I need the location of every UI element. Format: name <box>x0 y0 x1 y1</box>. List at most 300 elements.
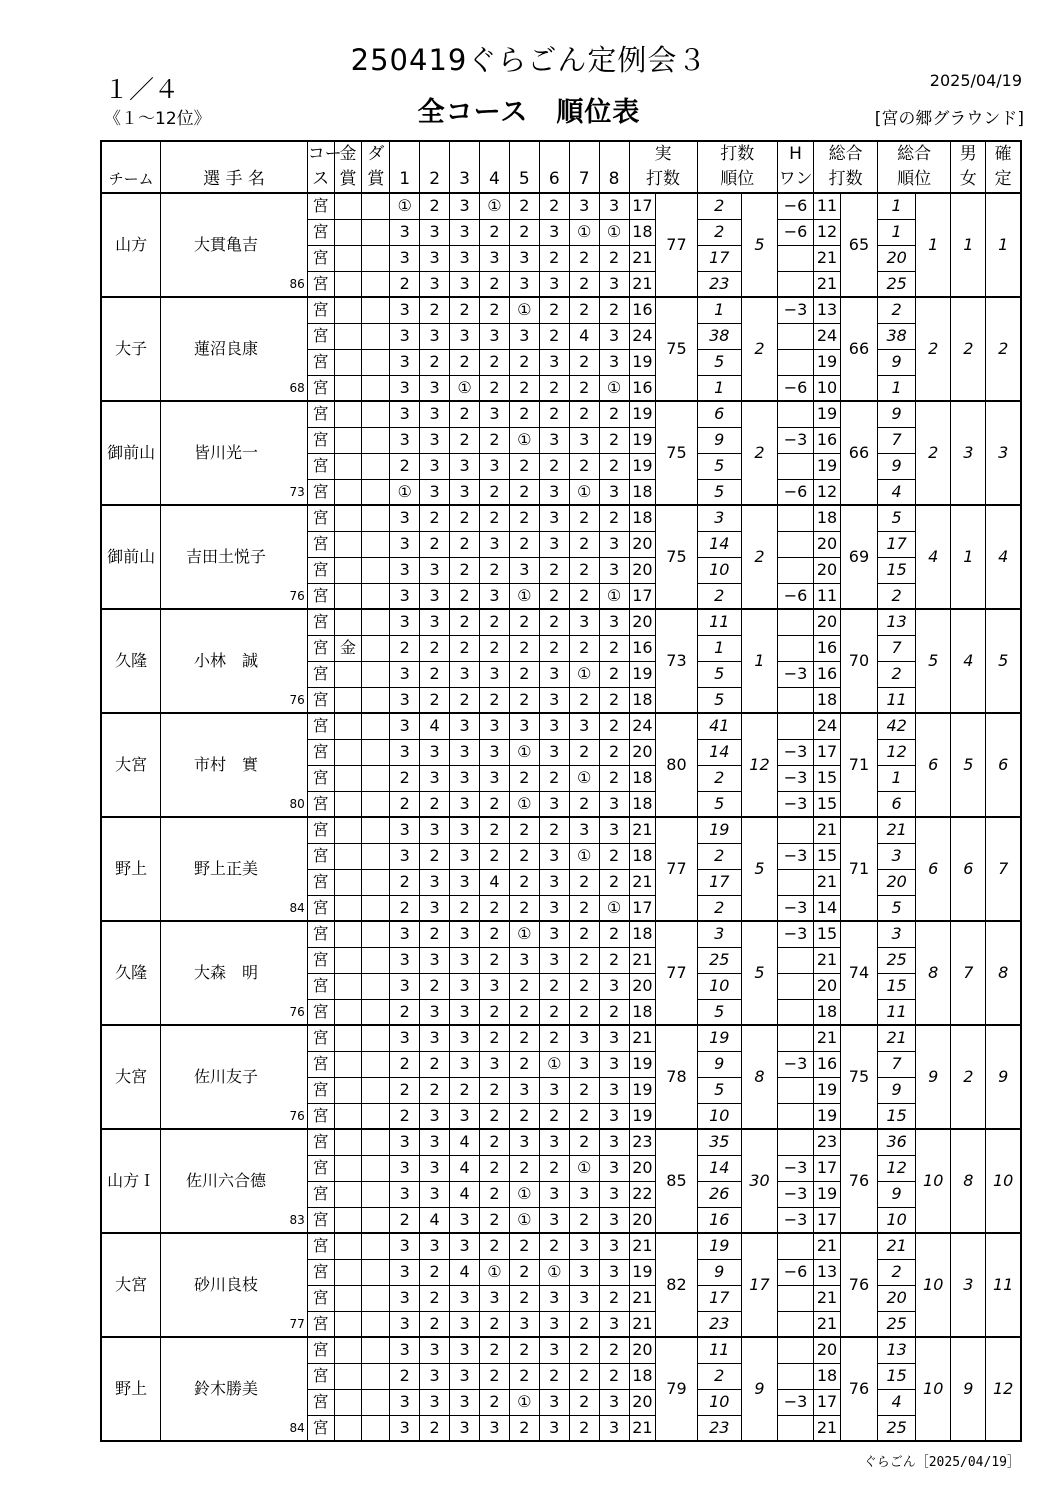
team-name: 御前山 <box>101 401 161 505</box>
hole-score: 2 <box>479 687 509 713</box>
hole-score: 3 <box>450 1207 480 1233</box>
hole-score: 3 <box>390 1181 420 1207</box>
hole-score: 2 <box>569 1077 599 1103</box>
hole-score: 3 <box>450 271 480 297</box>
adjusted-strokes: 16 <box>814 635 841 661</box>
score-rank: 1 <box>741 609 777 713</box>
final-rank: 8 <box>986 921 1021 1025</box>
hole-score: 2 <box>569 869 599 895</box>
hole-score: 3 <box>420 1233 450 1259</box>
hole-in-one-adjust: −3 <box>778 1389 814 1415</box>
course-cell: 宮 <box>307 843 334 869</box>
hole-score: 2 <box>509 1103 539 1129</box>
hole-score: 2 <box>479 1363 509 1389</box>
hole-score: ① <box>539 1259 569 1285</box>
hole-score: 2 <box>420 843 450 869</box>
table-row <box>101 401 1021 427</box>
hole-score: 2 <box>569 791 599 817</box>
round-strokes: 18 <box>629 479 656 505</box>
hole-score: 3 <box>599 1233 629 1259</box>
hole-score: 2 <box>569 895 599 921</box>
team-name: 大宮 <box>101 1233 161 1337</box>
adjusted-rank: 21 <box>878 1025 916 1051</box>
handicap: 86 <box>289 277 305 291</box>
hole-score: 3 <box>420 1363 450 1389</box>
da-award-cell <box>362 765 390 791</box>
hole-score: 4 <box>450 1155 480 1181</box>
hole-score: 2 <box>509 1363 539 1389</box>
hole-score: 3 <box>390 1415 420 1441</box>
hole-in-one-adjust <box>778 635 814 661</box>
hole-score: ① <box>509 1389 539 1415</box>
hole-score: 2 <box>599 661 629 687</box>
player-name-text: 佐川六合德 <box>186 1171 267 1190</box>
hole-in-one-adjust: −3 <box>778 297 814 323</box>
player-name <box>161 609 307 713</box>
hole-score: 2 <box>420 791 450 817</box>
adjusted-strokes: 12 <box>814 219 841 245</box>
hole-score: 3 <box>479 583 509 609</box>
da-award-cell <box>362 271 390 297</box>
hole-score: 3 <box>509 1311 539 1337</box>
hole-score: 2 <box>599 947 629 973</box>
da-award-cell <box>362 843 390 869</box>
hole-score: 2 <box>599 869 629 895</box>
da-award-cell <box>362 245 390 271</box>
hole-score: 3 <box>420 245 450 271</box>
hole-header-top <box>539 141 569 167</box>
hole-score: 4 <box>450 1181 480 1207</box>
player-name-text: 佐川友子 <box>194 1067 259 1086</box>
round-strokes: 19 <box>629 349 656 375</box>
adjusted-strokes: 20 <box>814 557 841 583</box>
course-cell: 宮 <box>307 895 334 921</box>
da-award-cell <box>362 375 390 401</box>
gold-award-cell <box>334 323 362 349</box>
hole-score: 3 <box>450 1363 480 1389</box>
course-cell: 宮 <box>307 1285 334 1311</box>
hole-score: 3 <box>420 1155 450 1181</box>
course-cell: 宮 <box>307 973 334 999</box>
hole-score: 3 <box>569 1233 599 1259</box>
hole-score: ① <box>569 219 599 245</box>
hole-score: 3 <box>599 1389 629 1415</box>
course-cell: 宮 <box>307 1259 334 1285</box>
handicap: 76 <box>289 693 305 707</box>
handicap: 83 <box>289 1213 305 1227</box>
hole-score: 3 <box>479 323 509 349</box>
course-cell: 宮 <box>307 1025 334 1051</box>
hole-score: 2 <box>539 1103 569 1129</box>
gender-rank: 5 <box>951 713 986 817</box>
round-rank: 5 <box>697 999 741 1025</box>
adjusted-rank: 6 <box>878 791 916 817</box>
course-cell: 宮 <box>307 453 334 479</box>
round-rank: 23 <box>697 1311 741 1337</box>
da-award-cell <box>362 1311 390 1337</box>
hole-score: 2 <box>509 193 539 219</box>
hole-score: 2 <box>509 609 539 635</box>
adjusted-strokes: 19 <box>814 1077 841 1103</box>
actual-strokes: 82 <box>656 1233 697 1337</box>
hole-in-one-adjust: −3 <box>778 791 814 817</box>
adjusted-strokes: 21 <box>814 271 841 297</box>
adjusted-rank: 9 <box>878 401 916 427</box>
round-rank: 5 <box>697 791 741 817</box>
hole-score: 3 <box>450 817 480 843</box>
hole-score: 2 <box>569 739 599 765</box>
hole-score: 3 <box>599 193 629 219</box>
hole-score: 2 <box>420 531 450 557</box>
total-strokes: 76 <box>840 1129 877 1233</box>
hole-score: 2 <box>479 1025 509 1051</box>
hole-score: 3 <box>420 1181 450 1207</box>
adjusted-rank: 25 <box>878 1415 916 1441</box>
adjusted-strokes: 12 <box>814 479 841 505</box>
gold-award-cell <box>334 999 362 1025</box>
gold-award-cell <box>334 297 362 323</box>
adjusted-strokes: 21 <box>814 947 841 973</box>
adjusted-strokes: 16 <box>814 1051 841 1077</box>
adjusted-rank: 1 <box>878 765 916 791</box>
hole-score: 3 <box>450 219 480 245</box>
round-strokes: 17 <box>629 895 656 921</box>
adjusted-strokes: 15 <box>814 843 841 869</box>
total-rank: 10 <box>916 1233 951 1337</box>
adjusted-strokes: 21 <box>814 245 841 271</box>
final-rank: 2 <box>986 297 1021 401</box>
course-cell: 宮 <box>307 739 334 765</box>
hole-score: 3 <box>420 479 450 505</box>
course-cell: 宮 <box>307 479 334 505</box>
team-name: 大宮 <box>101 1025 161 1129</box>
adjusted-rank: 9 <box>878 453 916 479</box>
player-name <box>161 713 307 817</box>
hole-score: 2 <box>509 1051 539 1077</box>
gender-rank: 6 <box>951 817 986 921</box>
hole-score: 3 <box>569 1181 599 1207</box>
score-rank: 5 <box>741 817 777 921</box>
hole-score: 2 <box>420 505 450 531</box>
round-rank: 5 <box>697 687 741 713</box>
course-cell: 宮 <box>307 505 334 531</box>
hole-in-one-adjust <box>778 323 814 349</box>
final-rank: 3 <box>986 401 1021 505</box>
round-strokes: 17 <box>629 583 656 609</box>
gold-award-cell <box>334 271 362 297</box>
gold-award-cell <box>334 1337 362 1363</box>
hole-score: 3 <box>539 427 569 453</box>
gender-rank: 3 <box>951 401 986 505</box>
adjusted-rank: 13 <box>878 1337 916 1363</box>
hole-in-one-adjust: −3 <box>778 1051 814 1077</box>
hole-header-top <box>569 141 599 167</box>
hole-score: 3 <box>420 1389 450 1415</box>
hole-in-one-adjust: −6 <box>778 479 814 505</box>
hole-score: 3 <box>390 583 420 609</box>
round-strokes: 20 <box>629 1337 656 1363</box>
adjusted-strokes: 21 <box>814 817 841 843</box>
total-strokes: 69 <box>840 505 877 609</box>
round-rank: 38 <box>697 323 741 349</box>
hole-in-one-adjust <box>778 713 814 739</box>
hole-score: 3 <box>509 947 539 973</box>
da-award-cell <box>362 1051 390 1077</box>
hole-score: 3 <box>450 323 480 349</box>
round-rank: 2 <box>697 843 741 869</box>
round-rank: 14 <box>697 531 741 557</box>
hole-header: 7 <box>569 167 599 193</box>
hole-in-one-adjust <box>778 505 814 531</box>
score-rank: 8 <box>741 1025 777 1129</box>
hole-score: 3 <box>420 739 450 765</box>
hole-score: 3 <box>390 1389 420 1415</box>
gold-award-cell <box>334 921 362 947</box>
hole-score: 3 <box>539 921 569 947</box>
score-rank-header-top: 打数 <box>697 141 777 167</box>
course-cell: 宮 <box>307 1129 334 1155</box>
hole-score: 3 <box>450 1025 480 1051</box>
hole-score: ① <box>509 921 539 947</box>
player-name-text: 小林 誠 <box>194 651 259 670</box>
hole-score: 3 <box>390 1285 420 1311</box>
round-strokes: 19 <box>629 401 656 427</box>
page-title: 250419ぐらごん定例会３ <box>350 43 708 77</box>
hole-score: 2 <box>450 531 480 557</box>
hole-score: 2 <box>390 1103 420 1129</box>
total-rank: 10 <box>916 1337 951 1441</box>
hole-score: 3 <box>390 1337 420 1363</box>
total-rank: 2 <box>916 401 951 505</box>
hole-score: 2 <box>569 375 599 401</box>
round-strokes: 21 <box>629 1285 656 1311</box>
hole-score: ① <box>599 375 629 401</box>
da-award-cell <box>362 869 390 895</box>
adjusted-strokes: 21 <box>814 1285 841 1311</box>
gold-award-cell <box>334 973 362 999</box>
hole-score: ① <box>450 375 480 401</box>
hole-score: 3 <box>479 1051 509 1077</box>
hole-score: 2 <box>479 349 509 375</box>
adjusted-rank: 20 <box>878 245 916 271</box>
adjusted-rank: 13 <box>878 609 916 635</box>
course-cell: 宮 <box>307 1103 334 1129</box>
total-rank: 10 <box>916 1129 951 1233</box>
hole-score: 2 <box>420 687 450 713</box>
hole-score: 4 <box>420 713 450 739</box>
hole-score: 3 <box>569 1025 599 1051</box>
hole-score: 3 <box>420 557 450 583</box>
hole-score: 2 <box>479 609 509 635</box>
course-cell: 宮 <box>307 349 334 375</box>
hole-in-one-adjust: −3 <box>778 921 814 947</box>
gold-award-cell <box>334 947 362 973</box>
adjusted-strokes: 21 <box>814 1233 841 1259</box>
gold-award-cell <box>334 557 362 583</box>
score-rank: 9 <box>741 1337 777 1441</box>
hole-score: 2 <box>390 999 420 1025</box>
hole-score: 2 <box>569 505 599 531</box>
round-strokes: 21 <box>629 947 656 973</box>
gold-award-cell <box>334 1051 362 1077</box>
hole-score: 3 <box>420 895 450 921</box>
hole-score: 3 <box>390 1233 420 1259</box>
handicap: 76 <box>289 1109 305 1123</box>
hole-score: 2 <box>450 557 480 583</box>
hole-score: 3 <box>450 1389 480 1415</box>
da-award-cell <box>362 1259 390 1285</box>
hole-in-one-adjust <box>778 1025 814 1051</box>
hole-score: 3 <box>599 1077 629 1103</box>
hole-score: 3 <box>539 505 569 531</box>
hole-score: 3 <box>479 531 509 557</box>
adjusted-rank: 2 <box>878 583 916 609</box>
hole-in-one-adjust <box>778 1103 814 1129</box>
round-rank: 23 <box>697 1415 741 1441</box>
hole-score: 2 <box>479 1337 509 1363</box>
hole-header-top <box>509 141 539 167</box>
round-strokes: 17 <box>629 193 656 219</box>
hole-score: 2 <box>479 1233 509 1259</box>
gold-award-cell <box>334 895 362 921</box>
hole-score: 2 <box>509 1233 539 1259</box>
round-strokes: 23 <box>629 1129 656 1155</box>
gold-award-cell <box>334 1233 362 1259</box>
hole-score: ① <box>569 1155 599 1181</box>
hole-score: 2 <box>450 895 480 921</box>
course-cell: 宮 <box>307 427 334 453</box>
adjusted-rank: 21 <box>878 1233 916 1259</box>
gold-award-cell <box>334 427 362 453</box>
hole-score: 3 <box>599 1259 629 1285</box>
gold-award-cell <box>334 531 362 557</box>
gold-award-cell <box>334 1259 362 1285</box>
gold-award-cell <box>334 843 362 869</box>
actual-strokes: 77 <box>656 921 697 1025</box>
hole-score: 3 <box>450 713 480 739</box>
course-cell: 宮 <box>307 791 334 817</box>
da-award-cell <box>362 687 390 713</box>
adjusted-rank: 9 <box>878 1077 916 1103</box>
hole-score: 2 <box>450 401 480 427</box>
hole-score: 2 <box>479 557 509 583</box>
hole-score: 3 <box>390 1259 420 1285</box>
adjusted-rank: 20 <box>878 869 916 895</box>
course-cell: 宮 <box>307 609 334 635</box>
gold-award-cell: 金 <box>334 635 362 661</box>
hole-score: 3 <box>569 427 599 453</box>
adjusted-strokes: 17 <box>814 1155 841 1181</box>
hole-score: 2 <box>479 921 509 947</box>
adjusted-rank: 15 <box>878 1103 916 1129</box>
hole-score: 3 <box>420 219 450 245</box>
course-cell: 宮 <box>307 999 334 1025</box>
player-name <box>161 1337 307 1441</box>
hole-in-one-adjust <box>778 1415 814 1441</box>
hole-score: 3 <box>390 687 420 713</box>
gold-award-cell <box>334 453 362 479</box>
actual-strokes: 75 <box>656 401 697 505</box>
hole-score: 2 <box>479 1311 509 1337</box>
hole-score: 3 <box>509 713 539 739</box>
table-row <box>101 817 1021 843</box>
hole-score: 3 <box>479 453 509 479</box>
hole-score: 3 <box>539 843 569 869</box>
hole-score: 3 <box>599 323 629 349</box>
hole-score: 3 <box>539 739 569 765</box>
hole-header: 8 <box>599 167 629 193</box>
hole-score: 2 <box>539 323 569 349</box>
hole-score: 3 <box>450 1051 480 1077</box>
da-header-top: ダ <box>362 141 390 167</box>
hole-score: 2 <box>569 1389 599 1415</box>
round-strokes: 18 <box>629 791 656 817</box>
team-header: チーム <box>101 167 161 193</box>
gold-award-cell <box>334 349 362 375</box>
hole-score: 3 <box>509 557 539 583</box>
adjusted-strokes: 14 <box>814 895 841 921</box>
da-award-cell <box>362 1337 390 1363</box>
handicap: 77 <box>289 1317 305 1331</box>
hole-score: 2 <box>390 895 420 921</box>
da-award-cell <box>362 713 390 739</box>
course-cell: 宮 <box>307 1311 334 1337</box>
hole-score: 2 <box>509 479 539 505</box>
player-name <box>161 297 307 401</box>
course-cell: 宮 <box>307 193 334 219</box>
hole-score: 2 <box>420 921 450 947</box>
course-cell: 宮 <box>307 583 334 609</box>
player-name-text: 市村 實 <box>194 755 259 774</box>
hole-score: 2 <box>569 687 599 713</box>
hole-in-one-adjust <box>778 401 814 427</box>
hole-score: 3 <box>539 271 569 297</box>
round-strokes: 18 <box>629 843 656 869</box>
round-rank: 1 <box>697 635 741 661</box>
total-rank: 5 <box>916 609 951 713</box>
hole-score: 3 <box>420 323 450 349</box>
hole-score: 3 <box>390 1025 420 1051</box>
da-award-cell <box>362 739 390 765</box>
hole-score: 2 <box>509 687 539 713</box>
hole-in-one-adjust <box>778 609 814 635</box>
hole-score: 2 <box>479 479 509 505</box>
da-award-cell <box>362 635 390 661</box>
da-award-cell <box>362 193 390 219</box>
hole-score: 2 <box>450 687 480 713</box>
hole-score: 2 <box>479 895 509 921</box>
adjusted-rank: 4 <box>878 1389 916 1415</box>
final-rank: 6 <box>986 713 1021 817</box>
hole-score: 2 <box>569 557 599 583</box>
hole-score: 3 <box>599 1025 629 1051</box>
table-row <box>101 1233 1021 1259</box>
total-strokes: 74 <box>840 921 877 1025</box>
round-rank: 2 <box>697 895 741 921</box>
round-strokes: 18 <box>629 999 656 1025</box>
round-rank: 10 <box>697 973 741 999</box>
hole-score: 3 <box>479 661 509 687</box>
table-row <box>101 193 1021 219</box>
adjusted-strokes: 20 <box>814 1337 841 1363</box>
adjusted-rank: 5 <box>878 505 916 531</box>
hole-score: 3 <box>420 1103 450 1129</box>
hole-score: 3 <box>539 687 569 713</box>
hole-score: 2 <box>509 635 539 661</box>
adjusted-strokes: 13 <box>814 1259 841 1285</box>
team-name: 野上 <box>101 1337 161 1441</box>
hole-score: 2 <box>509 219 539 245</box>
